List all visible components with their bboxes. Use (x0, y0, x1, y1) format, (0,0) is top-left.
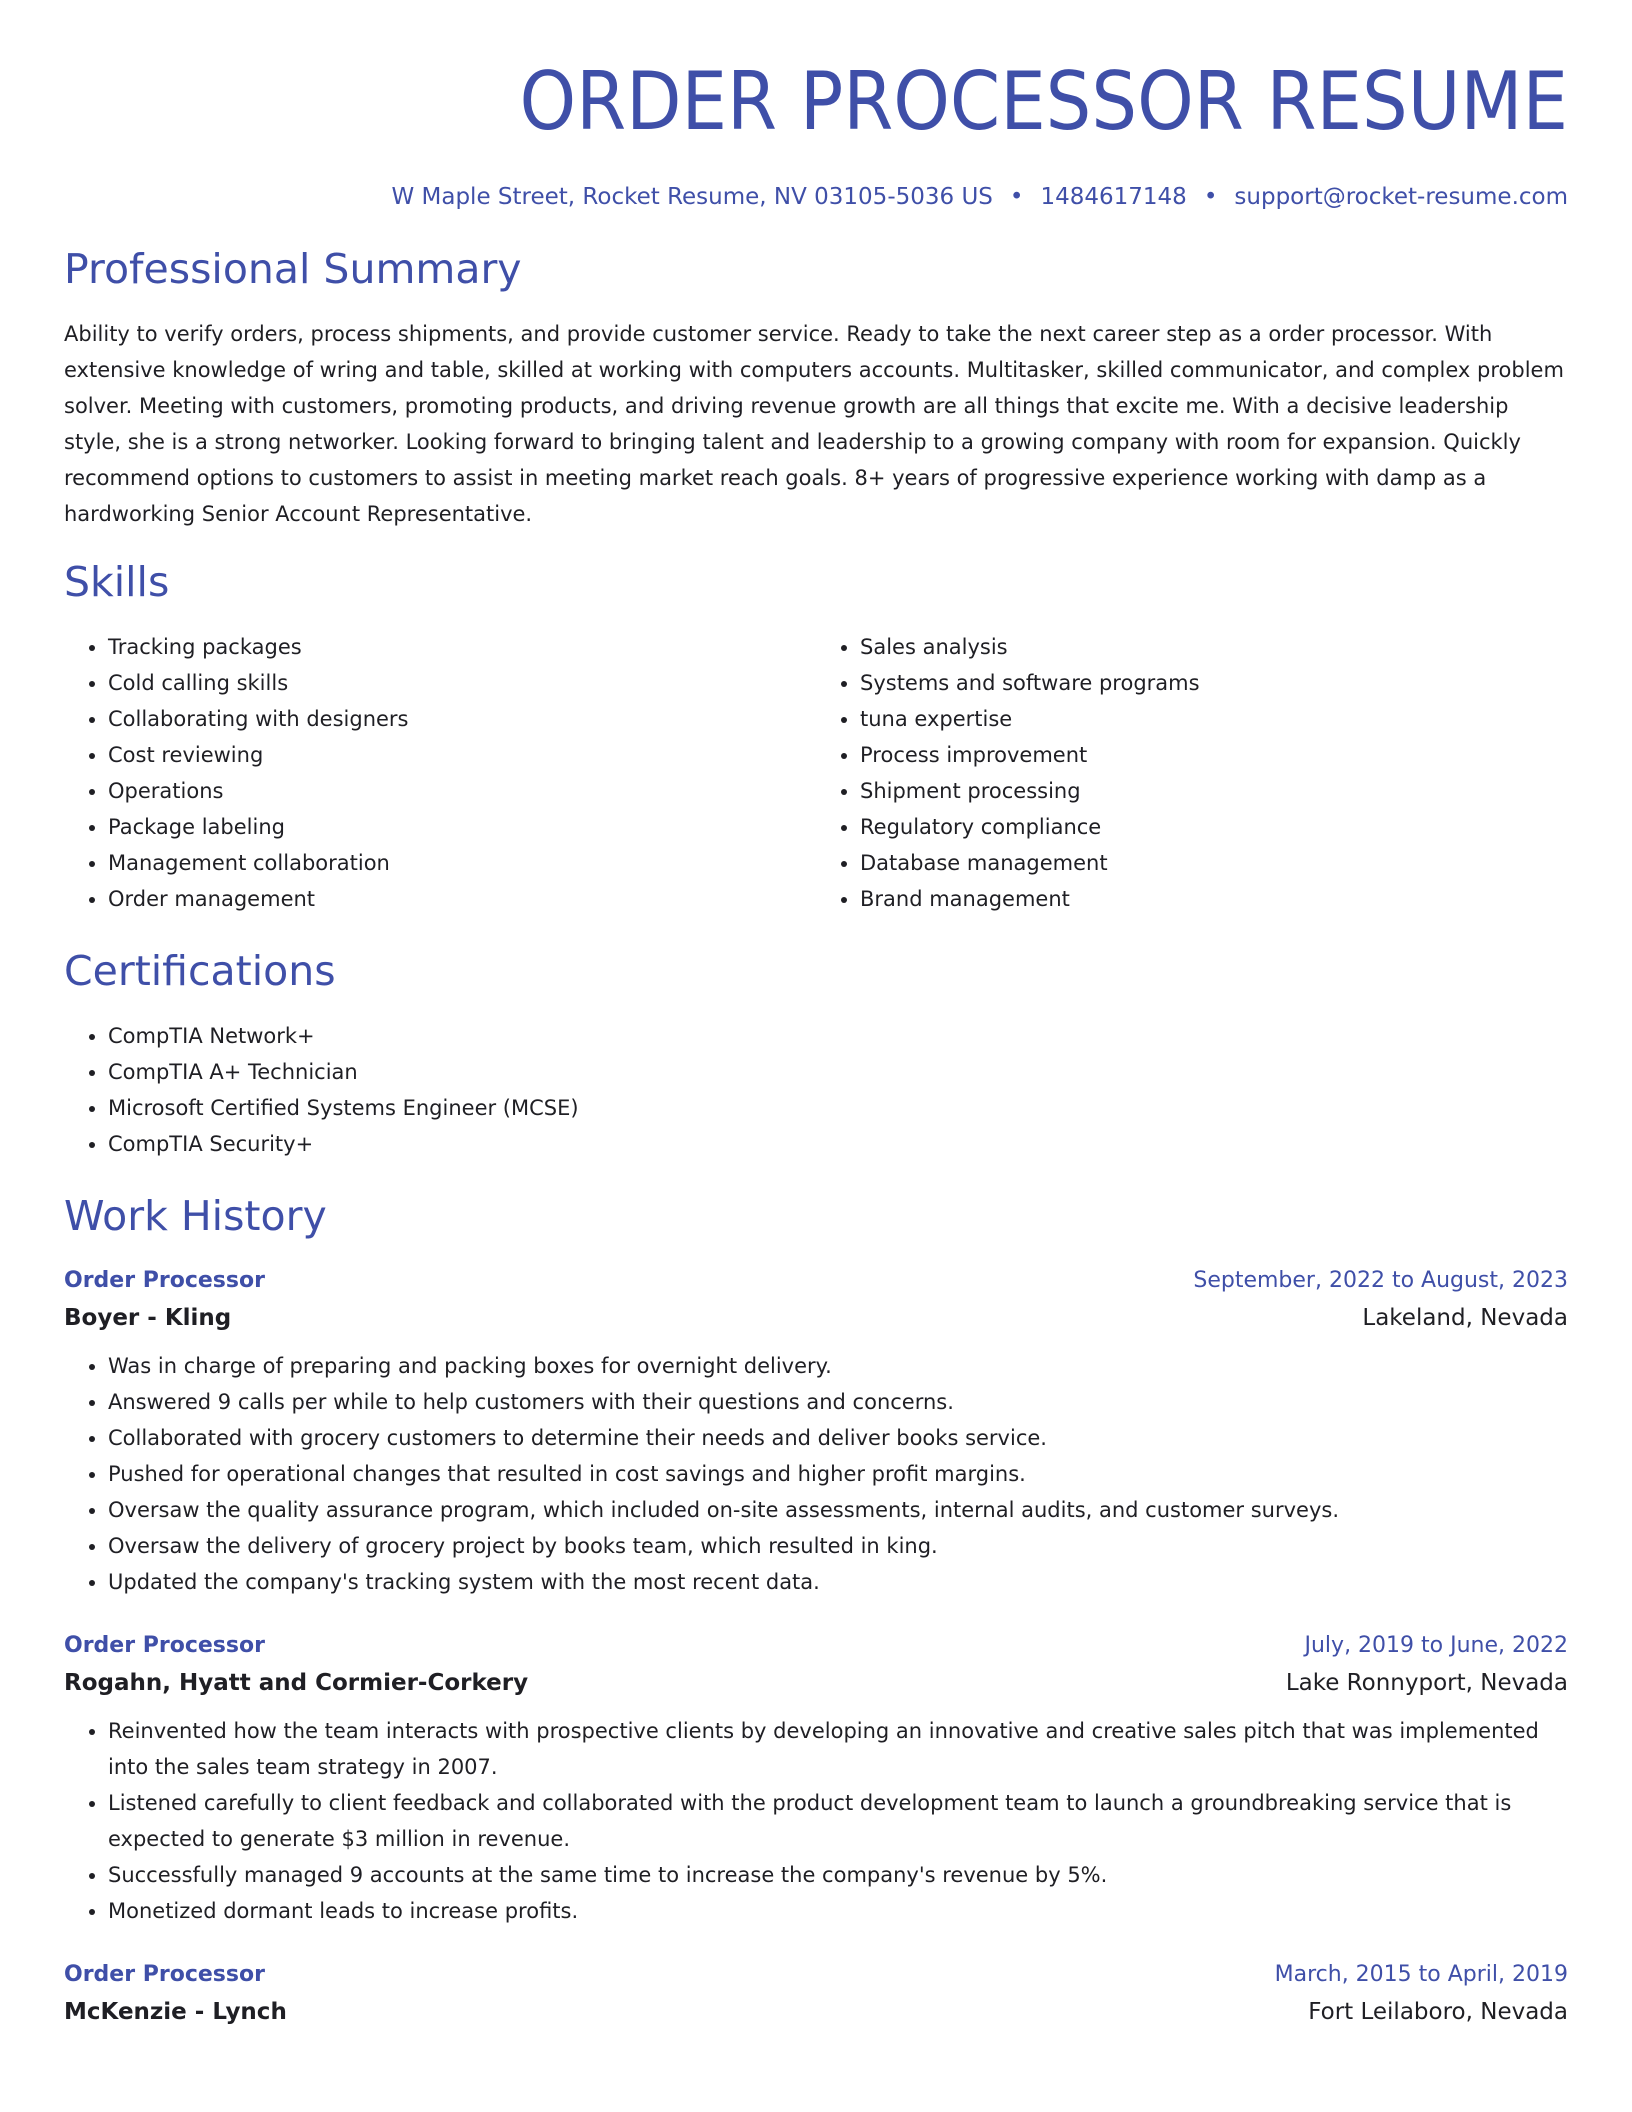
skill-item: • Management collaboration (108, 845, 816, 881)
job-title: Order Processor (64, 1268, 265, 1293)
skill-item: • tuna expertise (860, 701, 1568, 737)
certifications-heading: Certifications (64, 947, 336, 995)
job-header (64, 1263, 1568, 1299)
skill-item: • Order management (108, 881, 816, 917)
job-bullet: • Was in charge of preparing and packing boxes for overnight delivery. (108, 1348, 1568, 1384)
skill-item: • Brand management (860, 881, 1568, 917)
certification-item: • CompTIA Network+ (108, 1018, 1568, 1054)
job-header (64, 1957, 1568, 1993)
certification-item: • CompTIA Security+ (108, 1126, 1568, 1162)
skills-list-left (64, 629, 816, 917)
skill-item: • Regulatory compliance (860, 809, 1568, 845)
work-history-heading: Work History (64, 1192, 327, 1240)
skills-list-right (816, 629, 1568, 917)
skills-columns (64, 629, 1568, 917)
job-location: Lake Ronnyport, Nevada (1285, 1670, 1568, 1696)
job-bullet: • Answered 9 calls per while to help customers with their questions and concerns. (108, 1384, 1568, 1420)
job-bullets (64, 1713, 1568, 1929)
resume-title: ORDER PROCESSOR RESUME (519, 55, 1568, 148)
skill-item: • Operations (108, 773, 816, 809)
job-entry (64, 1628, 1568, 1929)
job-subheader (64, 1993, 1568, 2031)
job-subheader (64, 1664, 1568, 1702)
job-bullet: • Reinvented how the team interacts with prospective clients by developing an innovative and creative sales pitch that was implemented into the sales team strategy in 2007. (108, 1713, 1568, 1785)
job-subheader (64, 1299, 1568, 1337)
job-dates: July, 2019 to June, 2022 (1304, 1633, 1568, 1658)
skill-item: • Package labeling (108, 809, 816, 845)
job-title: Order Processor (64, 1633, 265, 1658)
certification-item: • Microsoft Certified Systems Engineer (MCSE) (108, 1090, 1568, 1126)
job-bullet: • Oversaw the delivery of grocery project by books team, which resulted in king. (108, 1528, 1568, 1564)
skill-item: • Database management (860, 845, 1568, 881)
job-bullets (64, 1348, 1568, 1600)
contact-address: W Maple Street, Rocket Resume, NV 03105-5036 US (391, 184, 993, 210)
job-bullet: • Pushed for operational changes that resulted in cost savings and higher profit margins. (108, 1456, 1568, 1492)
job-entry (64, 1957, 1568, 2031)
job-company: Rogahn, Hyatt and Cormier-Corkery (64, 1670, 529, 1696)
skill-item: • Process improvement (860, 737, 1568, 773)
skill-item: • Shipment processing (860, 773, 1568, 809)
skill-item: • Collaborating with designers (108, 701, 816, 737)
summary-text: Ability to verify orders, process shipments, and provide customer service. Ready to take the next career step as a order processor. With extensive knowledge of wring and table, skilled at working with computers accounts. Multitasker, skilled communicator, and complex problem solver. Meeting with customers, promoting products, and driving revenue growth are all things that excite me. With a decisive leadership style, she is a strong networker. Looking forward to bringing talent and leadership to a growing company with room for expansion. Quickly recommend options to customers to assist in meeting market reach goals. 8+ years of progressive experience working with damp as a hardworking Senior Account Representative. (64, 322, 1564, 526)
job-title: Order Processor (64, 1962, 265, 1987)
job-dates: March, 2015 to April, 2019 (1274, 1962, 1568, 1987)
contact-separator: • (1203, 184, 1218, 210)
certification-item: • CompTIA A+ Technician (108, 1054, 1568, 1090)
skill-item: • Tracking packages (108, 629, 816, 665)
skill-item: • Systems and software programs (860, 665, 1568, 701)
contact-separator: • (1009, 184, 1024, 210)
job-bullet: • Updated the company's tracking system with the most recent data. (108, 1564, 1568, 1600)
job-header (64, 1628, 1568, 1664)
skill-item: • Cost reviewing (108, 737, 816, 773)
contact-line (64, 182, 1568, 212)
job-dates: September, 2022 to August, 2023 (1193, 1268, 1568, 1293)
contact-phone: 1484617148 (1040, 184, 1187, 210)
job-company: McKenzie - Lynch (64, 1999, 287, 2025)
certifications-list (64, 1018, 1568, 1162)
job-entry (64, 1263, 1568, 1600)
skill-item: • Sales analysis (860, 629, 1568, 665)
job-company: Boyer - Kling (64, 1305, 232, 1331)
job-location: Lakeland, Nevada (1362, 1305, 1568, 1331)
skills-heading: Skills (64, 558, 170, 606)
contact-email: support@rocket-resume.com (1234, 184, 1568, 210)
summary-heading: Professional Summary (64, 245, 522, 293)
job-bullet: • Oversaw the quality assurance program, which included on-site assessments, internal audits, and customer surveys. (108, 1492, 1568, 1528)
job-bullet: • Collaborated with grocery customers to determine their needs and deliver books service. (108, 1420, 1568, 1456)
skill-item: • Cold calling skills (108, 665, 816, 701)
job-bullet: • Listened carefully to client feedback and collaborated with the product development team to launch a groundbreaking service that is expected to generate $3 million in revenue. (108, 1785, 1568, 1857)
job-bullet: • Monetized dormant leads to increase profits. (108, 1893, 1568, 1929)
job-bullet: • Successfully managed 9 accounts at the same time to increase the company's revenue by 5%. (108, 1857, 1568, 1893)
job-location: Fort Leilaboro, Nevada (1308, 1999, 1568, 2025)
